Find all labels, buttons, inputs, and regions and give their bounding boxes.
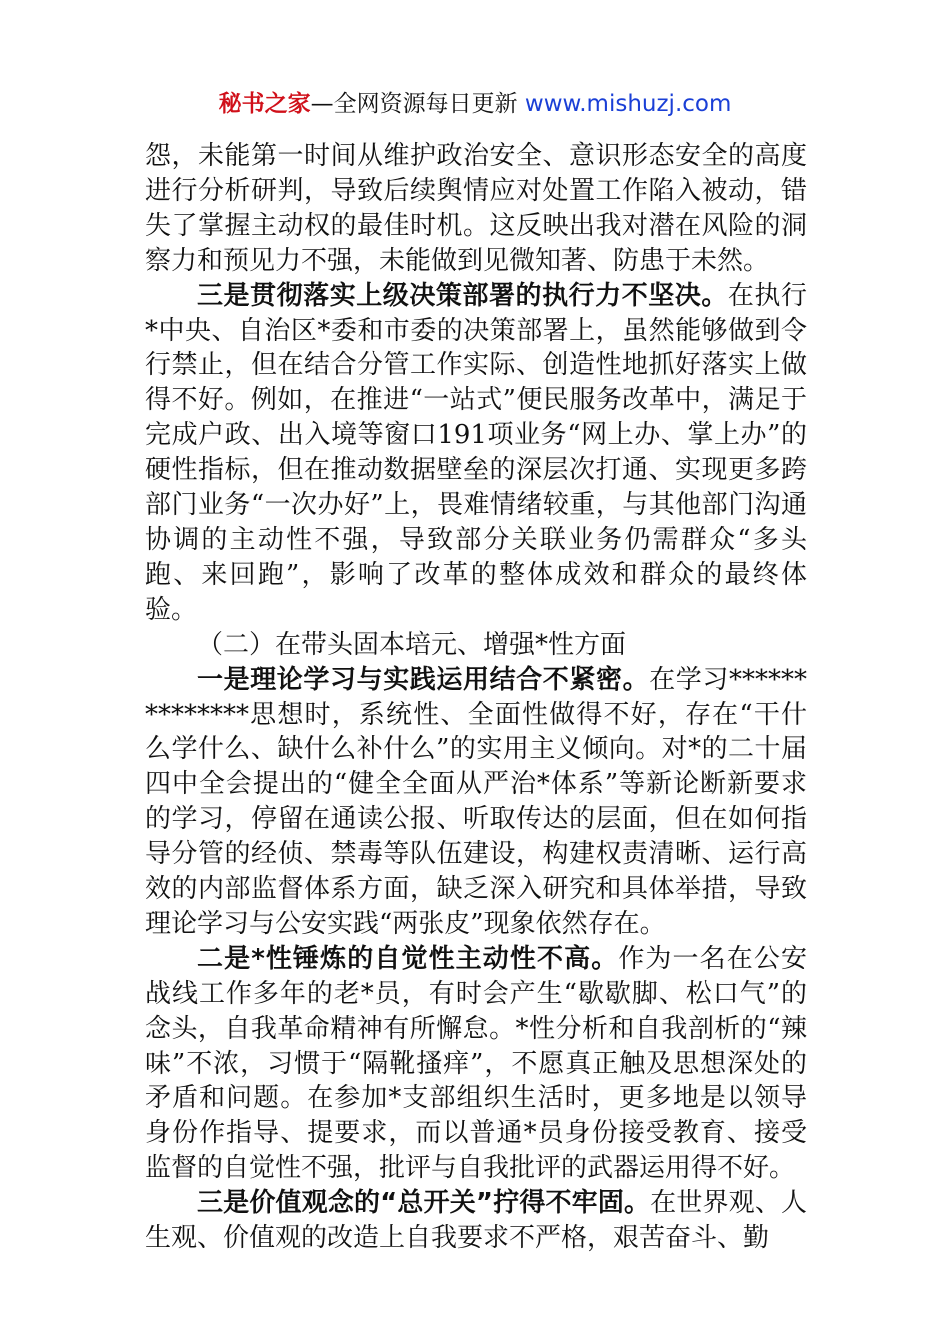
site-url-link[interactable]: www.mishuzj.com: [524, 91, 732, 117]
header-tagline: —全网资源每日更新: [310, 91, 525, 117]
brand-name: 秘书之家: [218, 91, 311, 117]
paragraph: [145, 942, 807, 1186]
paragraph-text: 在学习**************思想时，系统性、全面性做得不好，存在“干什么学什么、缺什么补什么”的实用主义倾向。对*的二十届四中全会提出的“健全全面从严治*体系”等新论断新要求的学习，停留在通读公报、听取传达的层面，但在如何指导分管的经侦、禁毒等队伍建设，构建权责清晰、运行高效的内部监督体系方面，缺乏深入研究和具体举措，导致理论学习与公安实践“两张皮”现象依然存在。: [145, 664, 807, 939]
document-body: [145, 139, 807, 1256]
page-header: [0, 86, 950, 122]
paragraph: [145, 139, 807, 279]
paragraph: [145, 279, 807, 628]
paragraph-text: 作为一名在公安战线工作多年的老*员，有时会产生“歇歇脚、松口气”的念头，自我革命精神有所懈怠。*性分析和自我剖析的“辣味”不浓，习惯于“隔靴搔痒”，不愿真正触及思想深处的矛盾和问题。在参加*支部组织生活时，更多地是以领导身份作指导、提要求，而以普通*员身份接受教育、接受监督的自觉性不强，批评与自我批评的武器运用得不好。: [145, 943, 807, 1184]
section-heading-text: （二）在带头固本培元、增强*性方面: [197, 629, 627, 660]
paragraph-text: 在世界观、人生观、价值观的改造上自我要求不严格，艰苦奋斗、勤: [145, 1188, 807, 1254]
paragraph-lead: 三是贯彻落实上级决策部署的执行力不坚决。: [197, 280, 728, 311]
paragraph-text: 怨，未能第一时间从维护政治安全、意识形态安全的高度进行分析研判，导致后续舆情应对处置工作陷入被动，错失了掌握主动权的最佳时机。这反映出我对潜在风险的洞察力和预见力不强，未能做到见微知著、防患于未然。: [145, 141, 807, 276]
paragraph: [145, 1186, 807, 1256]
paragraph-lead: 三是价值观念的“总开关”拧得不牢固。: [197, 1188, 651, 1219]
paragraph-lead: 二是*性锤炼的自觉性主动性不高。: [197, 943, 619, 974]
paragraph: [145, 663, 807, 942]
section-heading: [145, 628, 807, 663]
paragraph-lead: 一是理论学习与实践运用结合不紧密。: [197, 664, 650, 695]
paragraph-text: 在执行*中央、自治区*委和市委的决策部署上，虽然能够做到令行禁止，但在结合分管工作实际、创造性地抓好落实上做得不好。例如，在推进“一站式”便民服务改革中，满足于完成户政、出入境等窗口191项业务“网上办、掌上办”的硬性指标，但在推动数据壁垒的深层次打通、实现更多跨部门业务“一次办好”上，畏难情绪较重，与其他部门沟通协调的主动性不强，导致部分关联业务仍需群众“多头跑、来回跑”，影响了改革的整体成效和群众的最终体验。: [145, 280, 807, 625]
